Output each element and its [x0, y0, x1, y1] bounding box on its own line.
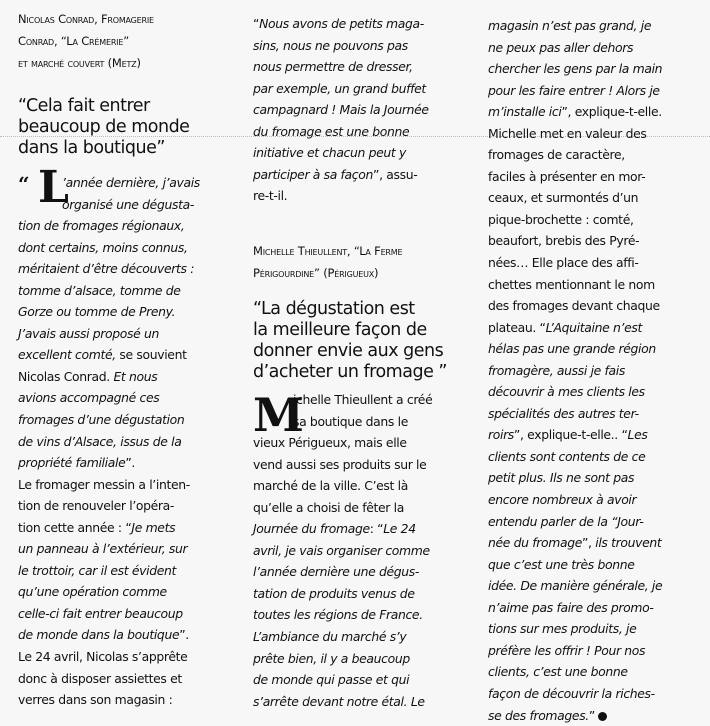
- italic-run: L’Aquitaine n’est: [546, 320, 642, 335]
- text-run: tion cette année : “: [18, 520, 131, 535]
- italic-run: tation de produits venus de: [253, 586, 415, 601]
- text-run: vend aussi ses produits sur le: [253, 457, 426, 472]
- headline-line: la meilleure façon de: [253, 320, 478, 341]
- text-line: [488, 554, 710, 576]
- italic-run: Les: [628, 427, 648, 442]
- text-run: fromages de caractère,: [488, 147, 625, 162]
- text-line: [253, 164, 478, 186]
- text-line: [18, 538, 248, 560]
- text-line: [18, 624, 248, 646]
- text-run: ”, explique-t-elle.: [561, 104, 661, 119]
- italic-run: entendu parler de la “Jour-: [488, 514, 643, 529]
- italic-run: participer à sa façon: [253, 167, 373, 182]
- italic-run: dont certains, moins connus,: [18, 240, 188, 255]
- headline-line: “Cela fait entrer: [18, 96, 248, 117]
- italic-run: toutes les régions de France.: [253, 607, 423, 622]
- text-line: [253, 432, 478, 454]
- italic-run: campagnard ! Mais la Journée: [253, 102, 429, 117]
- italic-run: avions accompagné ces: [18, 390, 159, 405]
- text-run: ”, explique-t-elle.. “: [514, 427, 628, 442]
- text-line: [488, 683, 710, 705]
- italic-run: prête bien, il y a beaucoup: [253, 651, 410, 666]
- italic-run: idée. De manière générale, je: [488, 578, 662, 593]
- italic-run: fromages d’une dégustation: [18, 412, 184, 427]
- text-line: [488, 209, 710, 231]
- text-run: ceaux, et surmontés d’un: [488, 190, 638, 205]
- drop-cap-m: M: [253, 392, 304, 438]
- text-run: Le 24 avril, Nicolas s’apprête: [18, 649, 187, 664]
- text-line: [253, 121, 478, 143]
- text-line: [18, 344, 248, 366]
- text-line: [253, 454, 478, 476]
- headline-line: dans la boutique”: [18, 138, 248, 159]
- italic-run: de monde dans la boutique: [18, 627, 179, 642]
- text-line: [18, 215, 248, 237]
- body-text-2b: [253, 389, 478, 712]
- italic-run: préfère les offrir ! Pour nos: [488, 643, 645, 658]
- text-run: donc à disposer assiettes et: [18, 671, 182, 686]
- italic-run: tomme d’alsace, tomme de: [18, 283, 181, 298]
- text-line: [488, 144, 710, 166]
- text-line: [253, 475, 478, 497]
- text-run: se souvient: [119, 347, 186, 362]
- italic-run: clients sont contents de ce: [488, 449, 645, 464]
- italic-run: par exemple, un grand buffet: [253, 81, 426, 96]
- text-line: [253, 497, 478, 519]
- text-line: [18, 387, 248, 409]
- italic-run: avril, je vais organiser comme: [253, 543, 430, 558]
- italic-run: spécialités des autres ter-: [488, 406, 639, 421]
- italic-run: excellent comté,: [18, 347, 119, 362]
- text-line: [488, 424, 710, 446]
- text-run: ”.: [125, 455, 135, 470]
- italic-run: qu’une opération comme: [18, 584, 167, 599]
- byline-michelle: [253, 240, 478, 284]
- text-run: Michelle met en valeur des: [488, 126, 647, 141]
- text-line: [18, 474, 248, 496]
- text-line: [253, 389, 478, 411]
- italic-run: clients, c’est une bonne: [488, 664, 628, 679]
- italic-run: que c’est une très bonne: [488, 557, 635, 572]
- italic-run: Journée du fromage: [253, 521, 370, 536]
- italic-run: propriété familiale: [18, 455, 125, 470]
- text-line: [253, 604, 478, 626]
- body-text-3: [488, 15, 710, 726]
- italic-run: roirs: [488, 427, 514, 442]
- text-run: des fromages devant chaque: [488, 298, 660, 313]
- text-run: ”, assu-: [373, 167, 417, 182]
- text-line: [18, 517, 248, 539]
- headline-line: “La dégustation est: [253, 299, 478, 320]
- text-line: [488, 575, 710, 597]
- text-line: [488, 360, 710, 382]
- text-run: ”,: [582, 535, 595, 550]
- byline-line: Périgourdine” (Périgueux): [253, 262, 478, 284]
- text-run: re-t-il.: [253, 188, 287, 203]
- italic-run: l’année dernière une dégus-: [253, 564, 419, 579]
- italic-run: L’ambiance du marché s’y: [253, 629, 406, 644]
- italic-run: Nous avons de petits maga-: [259, 16, 424, 31]
- text-line: [488, 446, 710, 468]
- text-run: chettes mentionnant le nom: [488, 277, 655, 292]
- italic-run: s’arrête devant notre étal. Le: [253, 694, 425, 709]
- text-line: [18, 646, 248, 668]
- text-line: [253, 583, 478, 605]
- text-line: [253, 56, 478, 78]
- text-run: beaufort, brebis des Pyré-: [488, 233, 639, 248]
- text-line: [18, 366, 248, 388]
- text-run: sa boutique dans le: [293, 414, 408, 429]
- italic-run: magasin n’est pas grand, je: [488, 18, 651, 33]
- italic-run: fromagère, aussi je fais: [488, 363, 625, 378]
- text-run: ”: [589, 708, 595, 723]
- text-line: [253, 99, 478, 121]
- text-line: [488, 166, 710, 188]
- text-line: [18, 258, 248, 280]
- text-line: [18, 237, 248, 259]
- text-line: [488, 705, 710, 726]
- text-line: [18, 452, 248, 474]
- text-line: [488, 317, 710, 339]
- text-line: [253, 411, 478, 433]
- open-quote-mark: “: [18, 172, 30, 196]
- italic-run: hélas pas une grande région: [488, 341, 656, 356]
- text-line: [253, 78, 478, 100]
- text-line: [18, 668, 248, 690]
- text-line: [488, 618, 710, 640]
- text-line: [18, 689, 248, 711]
- text-line: [488, 403, 710, 425]
- byline-line: Conrad, “La Crémerie”: [18, 30, 248, 52]
- text-line: [488, 252, 710, 274]
- drop-cap-l: L: [38, 166, 69, 210]
- text-run: ”.: [179, 627, 189, 642]
- text-line: [253, 142, 478, 164]
- body-text-2a: [253, 13, 478, 207]
- text-run: pique-brochette : comté,: [488, 212, 634, 227]
- text-line: [18, 495, 248, 517]
- text-line: [18, 409, 248, 431]
- headline-line: donner envie aux gens: [253, 341, 478, 362]
- italic-run: se des fromages.: [488, 708, 589, 723]
- italic-run: Je mets: [131, 520, 175, 535]
- headline-1: [18, 96, 248, 159]
- italic-run: m’installe ici: [488, 104, 561, 119]
- italic-run: Et nous: [113, 369, 157, 384]
- italic-run: Gorze ou tomme de Preny.: [18, 304, 175, 319]
- italic-run: du fromage est une bonne: [253, 124, 409, 139]
- end-bullet-icon: [598, 712, 607, 721]
- italic-run: ’année dernière, j’avais: [62, 175, 200, 190]
- text-line: [18, 603, 248, 625]
- text-line: [18, 172, 248, 194]
- byline-nicolas: [18, 8, 248, 74]
- text-run: faciles à présenter en mor-: [488, 169, 645, 184]
- text-line: [488, 532, 710, 554]
- text-line: [253, 691, 478, 713]
- text-line: [253, 35, 478, 57]
- italic-run: méritaient d’être découverts :: [18, 261, 194, 276]
- italic-run: Le 24: [383, 521, 415, 536]
- text-line: [18, 581, 248, 603]
- body-text-1: [18, 172, 248, 711]
- text-line: [253, 13, 478, 35]
- italic-run: ils trouvent: [595, 535, 661, 550]
- headline-line: d’acheter un fromage ”: [253, 362, 478, 383]
- text-line: [488, 15, 710, 37]
- italic-run: de monde qui passe et qui: [253, 672, 409, 687]
- text-line: [488, 295, 710, 317]
- text-line: [18, 280, 248, 302]
- text-run: verres dans son magasin :: [18, 692, 172, 707]
- text-line: [488, 274, 710, 296]
- text-line: [18, 560, 248, 582]
- text-run: “: [253, 16, 259, 31]
- headline-2: [253, 299, 478, 383]
- text-line: [488, 80, 710, 102]
- italic-run: un panneau à l’extérieur, sur: [18, 541, 187, 556]
- text-line: [18, 301, 248, 323]
- text-line: [253, 648, 478, 670]
- text-run: qu’elle a choisi de fêter la: [253, 500, 404, 515]
- text-line: [488, 661, 710, 683]
- text-line: [253, 561, 478, 583]
- text-line: [488, 338, 710, 360]
- italic-run: sins, nous ne pouvons pas: [253, 38, 408, 53]
- text-line: [488, 597, 710, 619]
- text-line: [488, 123, 710, 145]
- text-run: vieux Périgueux, mais elle: [253, 435, 407, 450]
- text-run: plateau. “: [488, 320, 546, 335]
- text-line: [18, 323, 248, 345]
- text-line: [488, 101, 710, 123]
- text-run: nées… Elle place des affi-: [488, 255, 638, 270]
- text-line: [253, 540, 478, 562]
- byline-line: Nicolas Conrad, Fromagerie: [18, 8, 248, 30]
- italic-run: façon de découvrir la riches-: [488, 686, 655, 701]
- text-run: ichelle Thieullent a créé: [293, 392, 432, 407]
- italic-run: tions sur mes produits, je: [488, 621, 636, 636]
- text-line: [253, 185, 478, 207]
- italic-run: J’avais aussi proposé un: [18, 326, 159, 341]
- text-line: [488, 187, 710, 209]
- italic-run: initiative et chacun peut y: [253, 145, 406, 160]
- italic-run: celle-ci fait entrer beaucoup: [18, 606, 183, 621]
- text-line: [488, 37, 710, 59]
- italic-run: chercher les gens par la main: [488, 61, 662, 76]
- text-line: [253, 669, 478, 691]
- italic-run: pour les faire entrer ! Alors je: [488, 83, 660, 98]
- italic-run: de vins d’Alsace, issus de la: [18, 434, 181, 449]
- italic-run: ne peux pas aller dehors: [488, 40, 633, 55]
- italic-run: née du fromage: [488, 535, 582, 550]
- byline-line: Michelle Thieullent, “La Ferme: [253, 240, 478, 262]
- italic-run: tion de fromages régionaux,: [18, 218, 184, 233]
- text-line: [488, 640, 710, 662]
- headline-line: beaucoup de monde: [18, 117, 248, 138]
- byline-line: et marché couvert (Metz): [18, 52, 248, 74]
- italic-run: encore nombreux à avoir: [488, 492, 636, 507]
- text-run: marché de la ville. C’est là: [253, 478, 408, 493]
- italic-run: organisé une dégusta-: [62, 197, 194, 212]
- italic-run: petit plus. Ils ne sont pas: [488, 470, 634, 485]
- text-line: [488, 381, 710, 403]
- text-run: tion de renouveler l’opéra-: [18, 498, 174, 513]
- text-line: [488, 511, 710, 533]
- text-line: [488, 230, 710, 252]
- text-line: [18, 194, 248, 216]
- text-line: [18, 431, 248, 453]
- text-run: : “: [370, 521, 383, 536]
- text-line: [253, 626, 478, 648]
- text-line: [488, 58, 710, 80]
- text-run: Le fromager messin a l’inten-: [18, 477, 190, 492]
- text-line: [488, 467, 710, 489]
- italic-run: découvrir à mes clients les: [488, 384, 645, 399]
- italic-run: n’aime pas faire des promo-: [488, 600, 653, 615]
- text-line: [488, 489, 710, 511]
- italic-run: le trottoir, car il est évident: [18, 563, 176, 578]
- text-run: Nicolas Conrad.: [18, 369, 113, 384]
- text-line: [253, 518, 478, 540]
- italic-run: nous permettre de dresser,: [253, 59, 413, 74]
